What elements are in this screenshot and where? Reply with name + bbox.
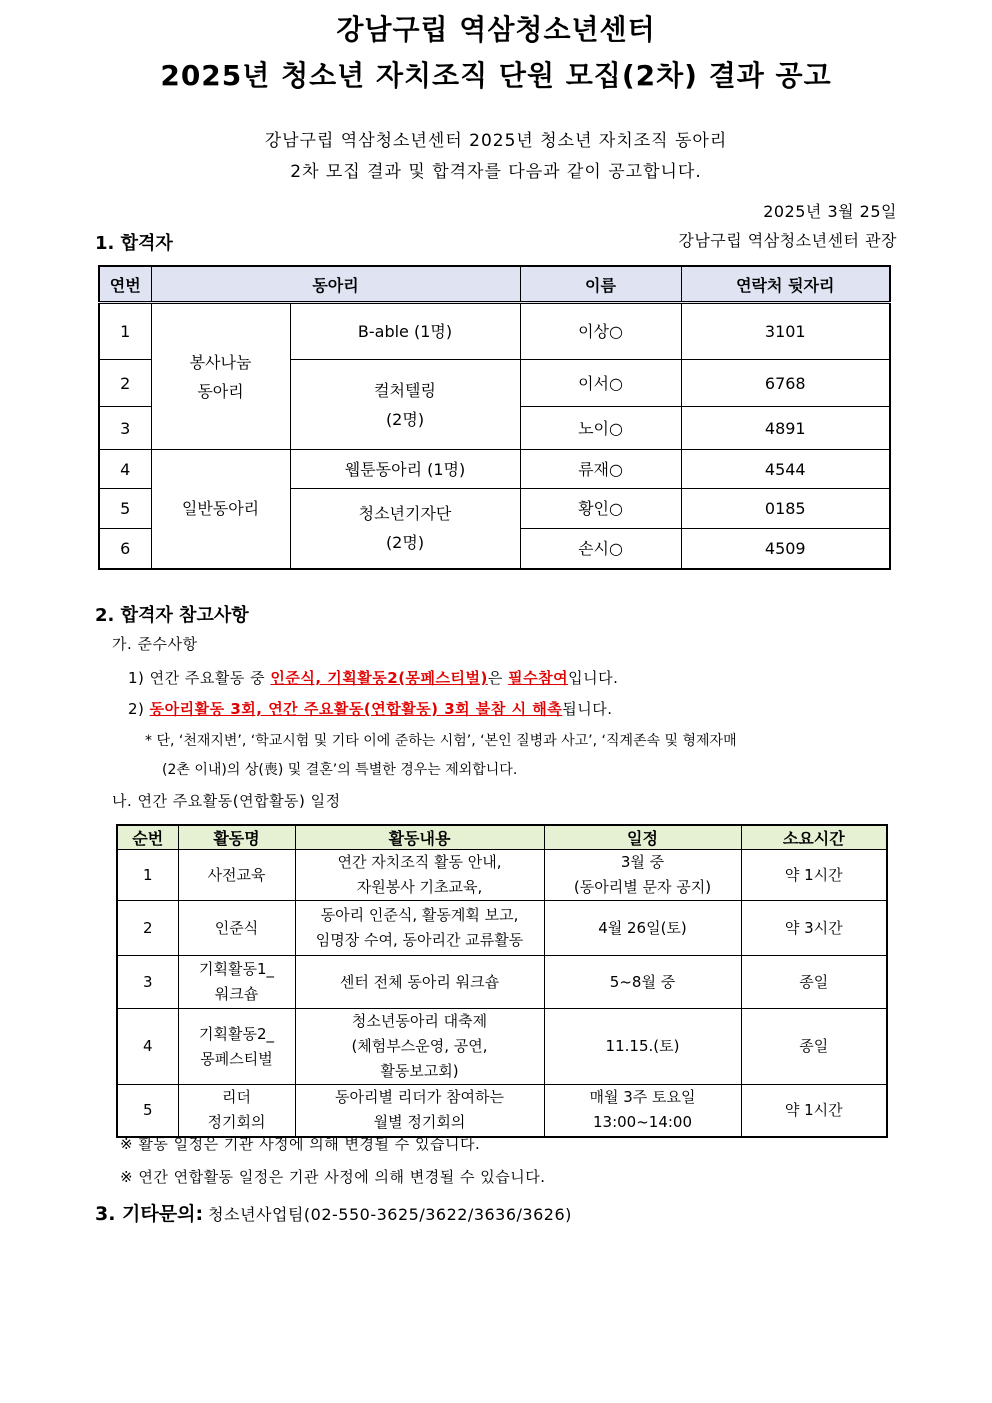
club-category: 동아리 xyxy=(197,381,244,401)
schedule-notice-1: ※ 활동 일정은 기관 사정에 의해 변경될 수 있습니다. xyxy=(120,1135,481,1153)
activity-name: 몽페스티벌 xyxy=(200,1049,273,1068)
club-category: 봉사나눔 xyxy=(189,352,252,372)
rule-2-prefix: 2) xyxy=(128,700,150,718)
club-name-cell xyxy=(290,303,520,360)
club-name-cell xyxy=(290,489,520,569)
club-name: 청소년기자단 xyxy=(358,504,452,524)
club-name: B-able (1명) xyxy=(357,322,453,341)
activity-name-cell xyxy=(178,901,295,956)
activity-date-cell xyxy=(544,850,741,901)
row-number: 1 xyxy=(99,303,151,360)
schedule-no: 4 xyxy=(117,1009,178,1085)
activity-content: 동아리별 리더가 참여하는 xyxy=(335,1088,504,1107)
row-number: 3 xyxy=(99,407,151,450)
club-category-cell xyxy=(151,450,290,569)
schedule-row xyxy=(117,1009,887,1085)
member-name: 황인○ xyxy=(520,489,681,529)
schedule-row xyxy=(117,1085,887,1137)
activity-content: 청소년동아리 대축제 xyxy=(351,1012,488,1030)
issuer: 강남구립 역삼청소년센터 관장 xyxy=(678,231,897,250)
activity-content: 연간 자치조직 활동 안내, xyxy=(337,853,502,871)
activity-content-cell xyxy=(295,901,544,956)
activity-date: 4월 26일(토) xyxy=(598,918,687,937)
activity-date-cell xyxy=(544,1085,741,1137)
schedule-header-no: 순번 xyxy=(117,825,178,850)
schedule-header-row xyxy=(117,825,887,850)
column-header-phone: 연락처 뒷자리 xyxy=(681,266,890,303)
activity-content: 자원봉사 기초교육, xyxy=(356,878,483,896)
schedule-header-content: 활동내용 xyxy=(295,825,544,850)
row-number: 2 xyxy=(99,360,151,407)
section-2-heading: 2. 합격자 참고사항 xyxy=(95,605,249,626)
page-subtitle: 2025년 청소년 자치조직 단원 모집(2차) 결과 공고 xyxy=(160,59,832,92)
schedule-no: 1 xyxy=(117,850,178,901)
rule-1-required: 필수참여 xyxy=(508,669,569,687)
rule-1-suffix: 입니다. xyxy=(568,669,619,687)
schedule-header-date: 일정 xyxy=(544,825,741,850)
contact-line xyxy=(95,1199,572,1226)
activity-content-cell xyxy=(295,1009,544,1085)
member-name: 류재○ xyxy=(520,450,681,489)
rule-2-suffix: 됩니다. xyxy=(562,700,613,718)
section-1-heading: 1. 합격자 xyxy=(95,233,173,254)
club-name: (2명) xyxy=(385,533,425,553)
schedule-row xyxy=(117,956,887,1009)
activity-name: 리더 xyxy=(222,1088,251,1107)
club-name: 컬처텔링 xyxy=(374,380,436,400)
activity-date: 매월 3주 토요일 xyxy=(589,1088,696,1107)
sub-heading-b: 나. 연간 주요활동(연합활동) 일정 xyxy=(112,792,341,810)
activity-name: 기획활동1_ xyxy=(198,960,274,978)
member-name: 노이○ xyxy=(520,407,681,450)
schedule-row xyxy=(117,901,887,956)
club-name: (2명) xyxy=(385,409,425,429)
contact-info: 청소년사업팀(02-550-3625/3622/3636/3626) xyxy=(208,1205,572,1224)
intro-line-1: 강남구립 역삼청소년센터 2025년 청소년 자치조직 동아리 xyxy=(264,131,728,151)
phone-suffix: 3101 xyxy=(681,303,890,360)
club-category: 일반동아리 xyxy=(181,499,260,519)
schedule-row xyxy=(117,850,887,901)
activity-name-cell xyxy=(178,1009,295,1085)
table-row xyxy=(99,303,890,360)
activity-name-cell xyxy=(178,956,295,1009)
activity-duration: 약 3시간 xyxy=(741,901,887,956)
sub-heading-a: 가. 준수사항 xyxy=(112,635,198,653)
club-name: 웹툰동아리 (1명) xyxy=(344,459,466,479)
table-row xyxy=(99,450,890,489)
activity-date-cell xyxy=(544,956,741,1009)
column-header-club: 동아리 xyxy=(151,266,520,303)
activity-name: 인준식 xyxy=(214,918,259,937)
rule-1-prefix: 1) 연간 주요활동 중 xyxy=(128,669,271,687)
schedule-header-duration: 소요시간 xyxy=(741,825,887,850)
rule-1-highlight: 인준식, 기획활동2(몽페스티벌) xyxy=(270,669,488,687)
activity-date: (동아리별 문자 공지) xyxy=(573,878,712,896)
activity-content: (체험부스운영, 공연, xyxy=(351,1037,488,1055)
phone-suffix: 6768 xyxy=(681,360,890,407)
phone-suffix: 4544 xyxy=(681,450,890,489)
row-number: 5 xyxy=(99,489,151,529)
column-header-name: 이름 xyxy=(520,266,681,303)
schedule-notice-2: ※ 연간 연합활동 일정은 기관 사정에 의해 변경될 수 있습니다. xyxy=(120,1168,546,1186)
activity-content: 활동보고회) xyxy=(380,1062,459,1080)
rule-item-1 xyxy=(128,667,618,688)
activity-date: 13:00~14:00 xyxy=(592,1113,693,1132)
phone-suffix: 4891 xyxy=(681,407,890,450)
rule-item-2 xyxy=(128,698,613,719)
activity-schedule-table xyxy=(116,824,888,1138)
rule-2-highlight: 동아리활동 3회, 연간 주요활동(연합활동) 3회 불참 시 해촉 xyxy=(149,700,563,718)
activity-name: 워크숍 xyxy=(214,985,259,1003)
activity-duration: 종일 xyxy=(741,956,887,1009)
club-category-cell xyxy=(151,303,290,450)
activity-date: 11.15.(토) xyxy=(605,1037,680,1055)
activity-date-cell xyxy=(544,901,741,956)
activity-content-cell xyxy=(295,956,544,1009)
successful-candidates-table xyxy=(98,265,891,570)
exception-note-line-1: * 단, ‘천재지변’, ‘학교시험 및 기타 이에 준하는 시험’, ‘본인 질병과 사고’, ‘직계존속 및 형제자매 xyxy=(145,733,737,749)
notice-date: 2025년 3월 25일 xyxy=(763,202,897,221)
column-header-no: 연번 xyxy=(99,266,151,303)
section-3-heading: 3. 기타문의: xyxy=(95,1203,204,1225)
member-name: 손시○ xyxy=(520,529,681,569)
club-name-cell xyxy=(290,360,520,450)
row-number: 6 xyxy=(99,529,151,569)
activity-name-cell xyxy=(178,850,295,901)
activity-duration: 약 1시간 xyxy=(741,1085,887,1137)
phone-suffix: 4509 xyxy=(681,529,890,569)
page-title: 강남구립 역삼청소년센터 xyxy=(336,13,656,46)
activity-name: 정기회의 xyxy=(207,1113,266,1132)
activity-content: 동아리 인준식, 활동계획 보고, xyxy=(320,906,519,924)
activity-content: 월별 정기회의 xyxy=(373,1113,466,1132)
phone-suffix: 0185 xyxy=(681,489,890,529)
activity-name: 기획활동2_ xyxy=(198,1024,274,1043)
activity-content-cell xyxy=(295,1085,544,1137)
intro-line-2: 2차 모집 결과 및 합격자를 다음과 같이 공고합니다. xyxy=(290,162,702,182)
activity-content: 센터 전체 동아리 워크숍 xyxy=(339,972,500,991)
activity-date: 5~8월 중 xyxy=(609,972,676,991)
activity-duration: 종일 xyxy=(741,1009,887,1085)
activity-name-cell xyxy=(178,1085,295,1137)
activity-name: 사전교육 xyxy=(207,865,266,884)
schedule-header-name: 활동명 xyxy=(178,825,295,850)
club-name-cell xyxy=(290,450,520,489)
row-number: 4 xyxy=(99,450,151,489)
activity-content: 임명장 수여, 동아리간 교류활동 xyxy=(315,931,524,949)
activity-date-cell xyxy=(544,1009,741,1085)
activity-duration: 약 1시간 xyxy=(741,850,887,901)
table-header-row xyxy=(99,266,890,303)
exception-note-line-2: (2촌 이내)의 상(喪) 및 결혼’의 특별한 경우는 제외합니다. xyxy=(162,762,518,778)
activity-content-cell xyxy=(295,850,544,901)
member-name: 이상○ xyxy=(520,303,681,360)
member-name: 이서○ xyxy=(520,360,681,407)
rule-1-mid: 은 xyxy=(487,669,509,687)
schedule-no: 5 xyxy=(117,1085,178,1137)
schedule-no: 3 xyxy=(117,956,178,1009)
activity-date: 3월 중 xyxy=(620,853,665,871)
schedule-no: 2 xyxy=(117,901,178,956)
